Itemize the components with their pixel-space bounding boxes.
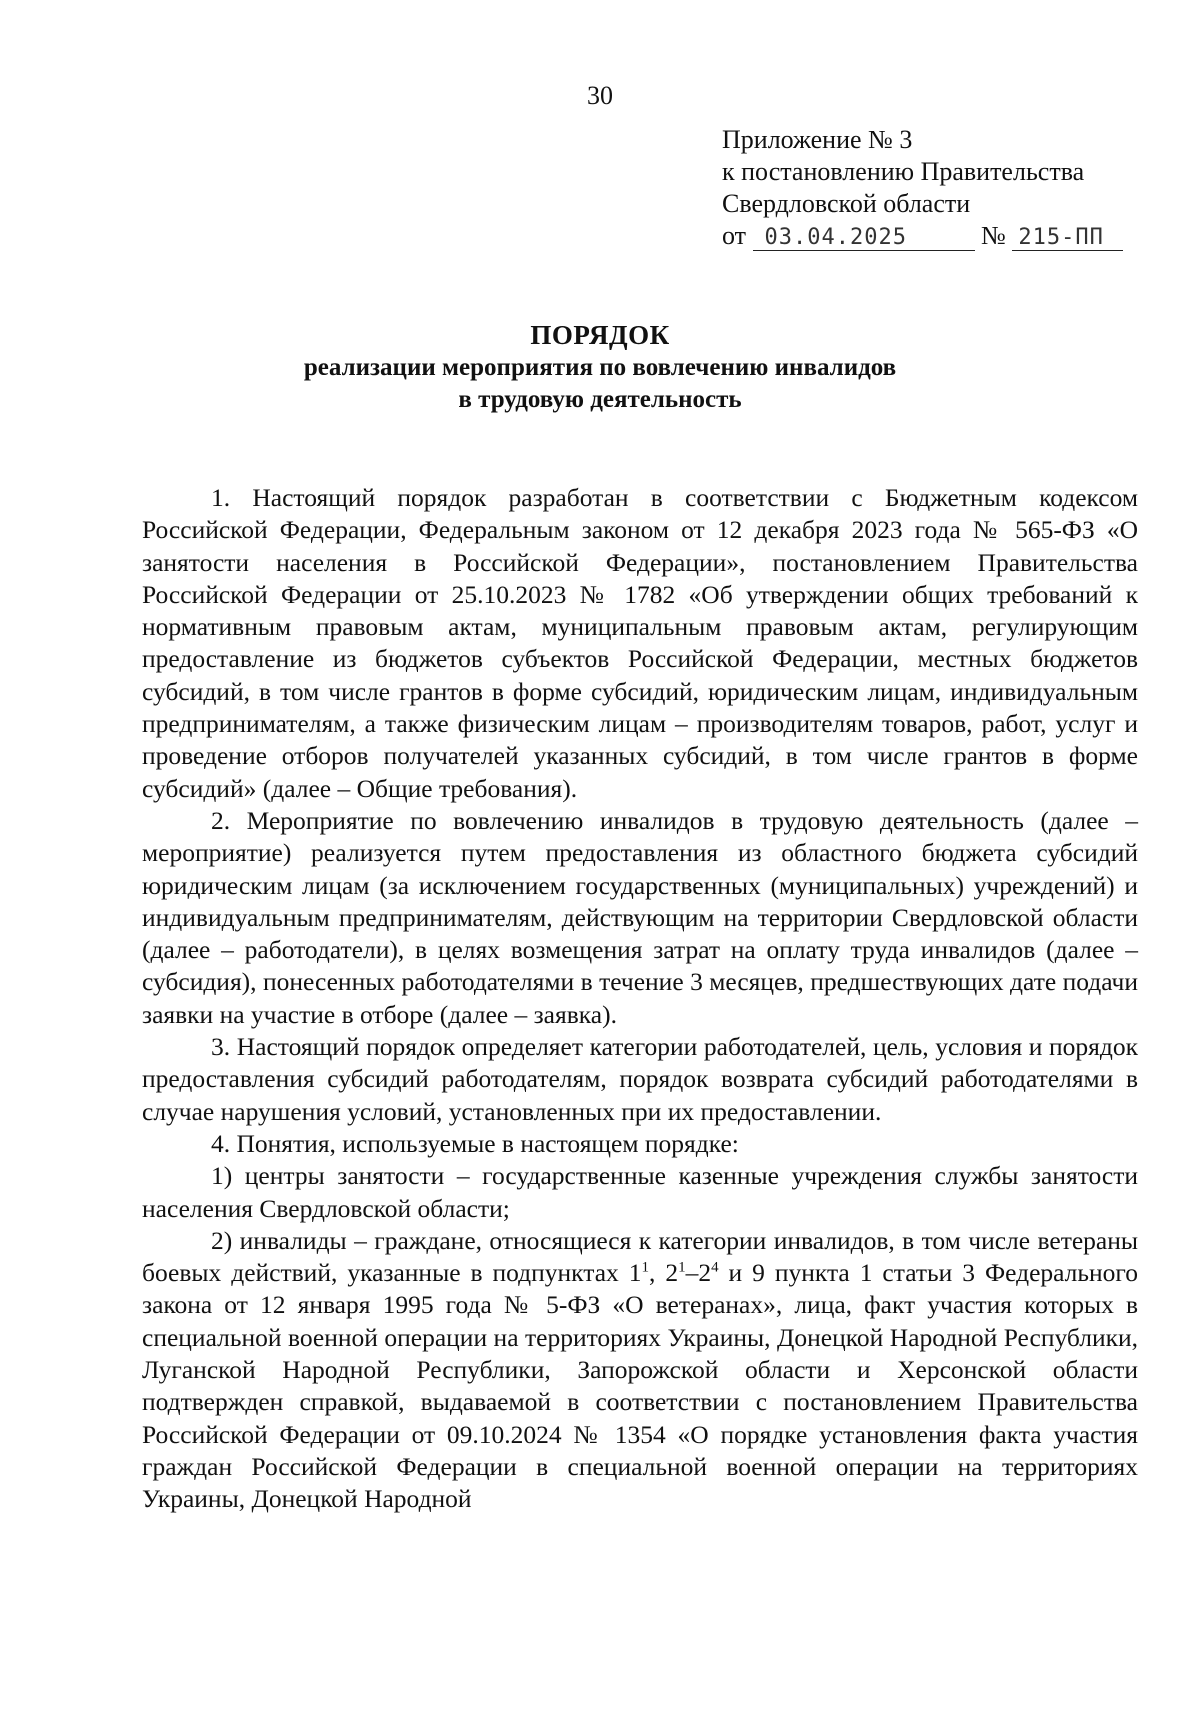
number-label: № [981, 221, 1006, 250]
paragraph-4-item-2 [142, 1225, 1138, 1516]
item-2-text-b: , 2 [648, 1258, 679, 1288]
item-2-text-a: 2) инвалиды – граждане, относящиеся к категории инвалидов, в том числе ветераны боевых действий, указанные в подпунктах 1 [142, 1225, 1138, 1288]
paragraph-1: 1. Настоящий порядок разработан в соответствии с Бюджетным кодексом Российской Федерации, Федеральным законом от 12 декабря 2023 года № 565-ФЗ «О занятости населения в Российской Федерации», постановлением Правительства Российской Федерации от 25.10.2023 № 1782 «Об утверждении общих требований к нормативным правовым актам, муниципальным правовым актам, регулирующим предоставление из бюджетов субъектов Российской Федерации, местных бюджетов субсидий, в том числе грантов в форме субсидий, юридическим лицам, индивидуальным предпринимателям, а также физическим лицам – производителям товаров, работ, услуг и проведение отборов получателей указанных субсидий, в том числе грантов в форме субсидий» (далее – Общие требования). [142, 483, 1138, 803]
document-body [142, 482, 1138, 1516]
appendix-date-line [722, 220, 1162, 252]
item-2-text-c: –2 [685, 1258, 712, 1288]
document-title [0, 318, 1200, 416]
superscript-1: 1 [641, 1259, 649, 1276]
title-subtitle-line-2: в трудовую деятельность [458, 386, 742, 413]
paragraph-4-item-1: 1) центры занятости – государственные казенные учреждения службы занятости населения Свердловской области; [142, 1161, 1138, 1223]
superscript-2: 1 [678, 1259, 686, 1276]
paragraph-4: 4. Понятия, используемые в настоящем порядке: [211, 1128, 739, 1158]
title-main: ПОРЯДОК [530, 320, 670, 350]
decree-date: 03.04.2025 [753, 226, 975, 251]
appendix-line-3: Свердловской области [722, 189, 971, 218]
item-2-text-d: и 9 пункта 1 статьи 3 Федерального закона от 12 января 1995 года № 5-ФЗ «О ветеранах», лица, факт участия которых в специальной военной операции на территориях Украины, Донецкой Народной Республики, Луганской Народной Республики, Запорожской области и Херсонской области подтвержден справкой, выдаваемой в соответствии с постановлением Правительства Российской Федерации от 09.10.2024 № 1354 «О порядке установления факта участия граждан Российской Федерации в специальной военной операции на территориях Украины, Донецкой Народной [142, 1258, 1139, 1514]
page-number: 30 [587, 81, 613, 110]
paragraph-3: 3. Настоящий порядок определяет категории работодателей, цель, условия и порядок предоставления субсидий работодателям, порядок возврата субсидий работодателями в случае нарушения условий, установленных при их предоставлении. [142, 1032, 1138, 1126]
paragraph-2: 2. Мероприятие по вовлечению инвалидов в трудовую деятельность (далее – мероприятие) реализуется путем предоставления из областного бюджета субсидий юридическим лицам (за исключением государственных (муниципальных) учреждений) и индивидуальным предпринимателям, действующим на территории Свердловской области (далее – работодатели), в целях возмещения затрат на оплату труда инвалидов (далее – субсидия), понесенных работодателями в течение 3 месяцев, предшествующих дате подачи заявки на участие в отборе (далее – заявка). [142, 805, 1138, 1029]
appendix-line-2: к постановлению Правительства [722, 157, 1085, 186]
decree-number: 215-ПП [1012, 226, 1123, 251]
superscript-3: 4 [711, 1259, 719, 1276]
appendix-line-1: Приложение № 3 [722, 125, 913, 154]
appendix-header [722, 124, 1162, 252]
title-subtitle-line-1: реализации мероприятия по вовлечению инвалидов [303, 354, 897, 381]
from-label: от [722, 221, 747, 250]
